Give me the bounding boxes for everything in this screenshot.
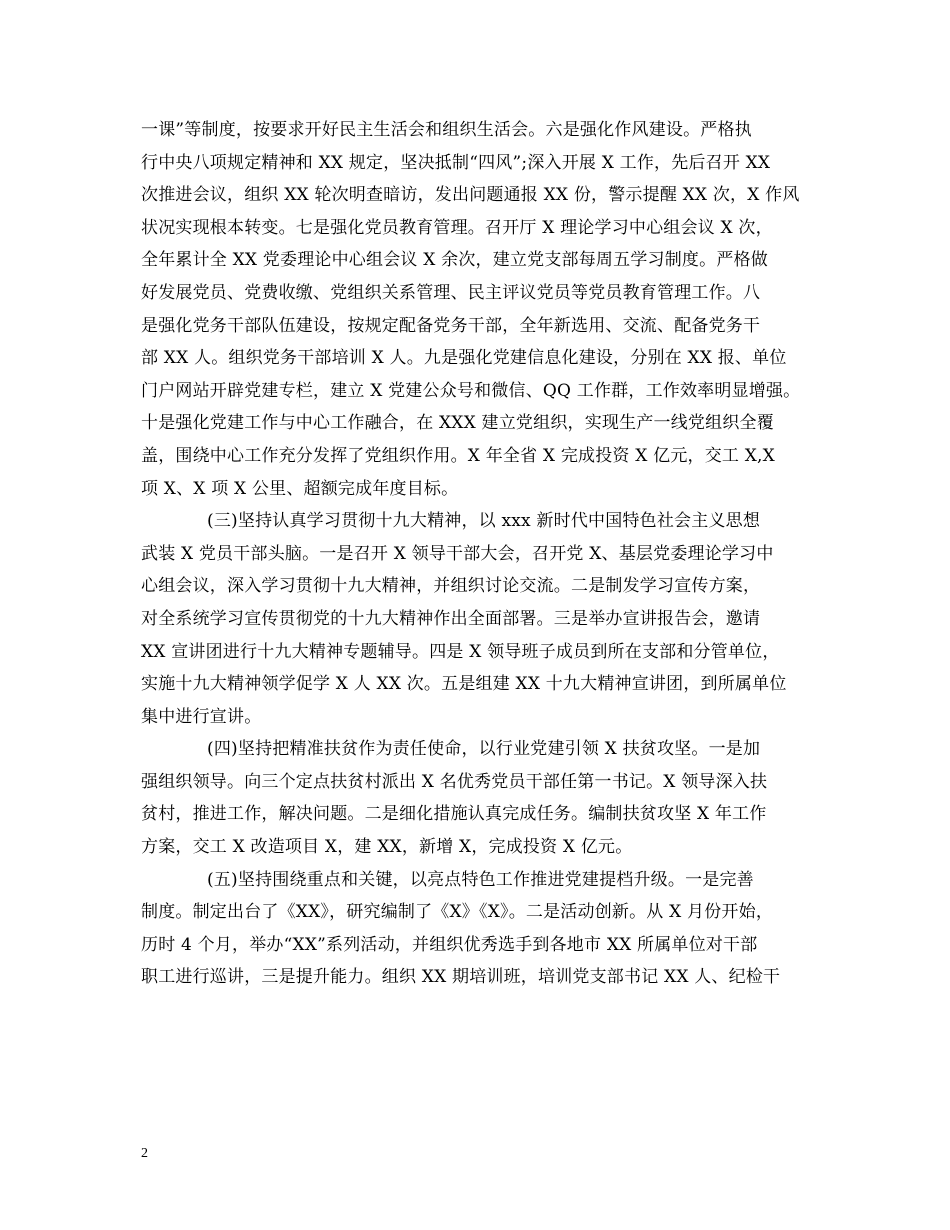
text-line: 武装 X 党员干部头脑。一是召开 X 领导干部大会，召开党 X、基层党委理论学习中 bbox=[141, 543, 774, 564]
text-line: 集中进行宣讲。 bbox=[141, 706, 262, 727]
text-line: 好发展党员、党费收缴、党组织关系管理、民主评议党员等党员教育管理工作。八 bbox=[141, 282, 761, 303]
page-number: 2 bbox=[141, 1146, 148, 1161]
text-line: 盖，围绕中心工作充分发挥了党组织作用。X 年全省 X 完成投资 X 亿元，交工 X,X bbox=[141, 445, 775, 466]
paragraph-first-line: (四)坚持把精准扶贫作为责任使命，以行业党建引领 X 扶贫攻坚。一是加 bbox=[207, 739, 761, 760]
text-line: 方案，交工 X 改造项目 X，建 XX，新增 X，完成投资 X 亿元。 bbox=[141, 837, 633, 858]
paragraph-first-line: (三)坚持认真学习贯彻十九大精神，以 xxx 新时代中国特色社会主义思想 bbox=[207, 511, 761, 532]
text-line: 全年累计全 XX 党委理论中心组会议 X 余次，建立党支部每周五学习制度。严格做 bbox=[141, 250, 768, 271]
text-line: 一课”等制度，按要求开好民主生活会和组织生活会。六是强化作风建设。严格执 bbox=[141, 120, 752, 140]
text-line: 部 XX 人。组织党务干部培训 X 人。九是强化党建信息化建设，分别在 XX 报、单位 bbox=[141, 348, 787, 369]
text-line: 项 X、X 项 X 公里、超额完成年度目标。 bbox=[141, 478, 459, 499]
text-line: 行中央八项规定精神和 XX 规定，坚决抵制“四风”;深入开展 X 工作，先后召开 XX bbox=[141, 152, 771, 173]
text-line: 职工进行巡讲，三是提升能力。组织 XX 期培训班，培训党支部书记 XX 人、纪检干 bbox=[141, 967, 781, 988]
text-line: 门户网站开辟党建专栏，建立 X 党建公众号和微信、QQ 工作群，工作效率明显增强。 bbox=[141, 380, 801, 401]
text-line: 实施十九大精神领学促学 X 人 XX 次。五是组建 XX 十九大精神宣讲团，到所属单位 bbox=[141, 674, 787, 695]
text-line: 次推进会议，组织 XX 轮次明查暗访，发出问题通报 XX 份，警示提醒 XX 次，X 作风 bbox=[141, 185, 800, 206]
text-line: 制度。制定出台了《XX》，研究编制了《X》《X》。二是活动创新。从 X 月份开始， bbox=[141, 902, 774, 923]
text-line: 十是强化党建工作与中心工作融合，在 XXX 建立党组织，实现生产一线党组织全覆 bbox=[141, 413, 774, 434]
paragraph-first-line: (五)坚持围绕重点和关键，以亮点特色工作推进党建提档升级。一是完善 bbox=[207, 869, 754, 890]
text-line: 心组会议，深入学习贯彻十九大精神，并组织讨论交流。二是制发学习宣传方案， bbox=[141, 576, 761, 597]
text-line: 强组织领导。向三个定点扶贫村派出 X 名优秀党员干部任第一书记。X 领导深入扶 bbox=[141, 771, 768, 792]
text-line: 历时 4 个月，举办“XX”系列活动，并组织优秀选手到各地市 XX 所属单位对干部 bbox=[141, 934, 758, 955]
text-line: 贫村，推进工作，解决问题。二是细化措施认真完成任务。编制扶贫攻坚 X 年工作 bbox=[141, 804, 767, 825]
document-body bbox=[141, 114, 821, 994]
text-line: 对全系统学习宣传贯彻党的十九大精神作出全面部署。三是举办宣讲报告会，邀请 bbox=[141, 608, 761, 629]
text-line: 是强化党务干部队伍建设，按规定配备党务干部，全年新选用、交流、配备党务干 bbox=[141, 315, 761, 336]
text-line: XX 宣讲团进行十九大精神专题辅导。四是 X 领导班子成员到所在支部和分管单位， bbox=[141, 641, 780, 662]
text-line: 状况实现根本转变。七是强化党员教育管理。召开厅 X 理论学习中心组会议 X 次， bbox=[141, 217, 773, 238]
